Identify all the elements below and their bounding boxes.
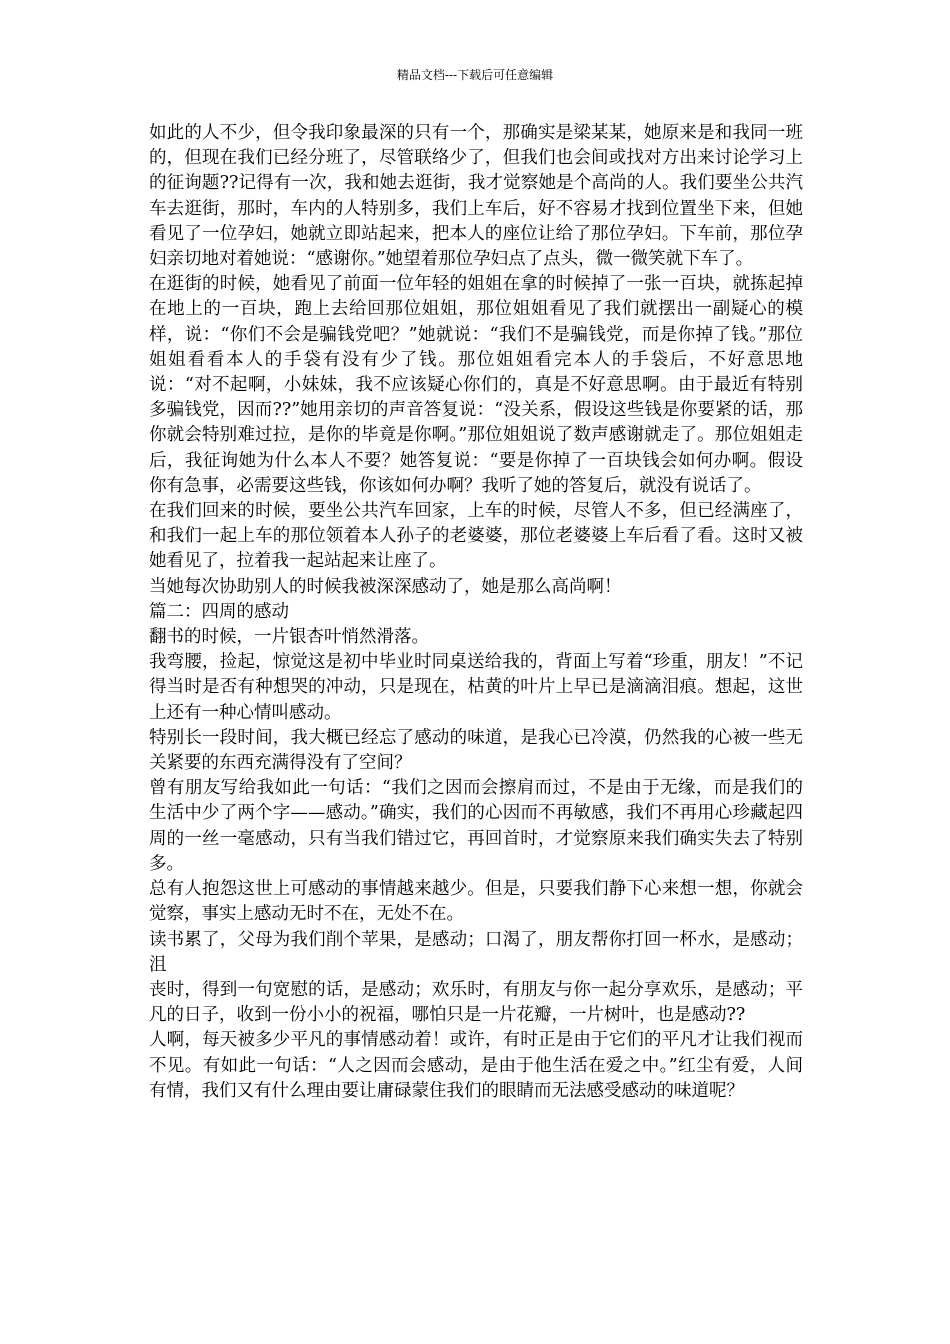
section-heading: 篇二：四周的感动 [149,601,289,622]
paragraph: 人啊，每天被多少平凡的事情感动着！或许，有时正是由于它们的平凡才让我们视而不见。有如此一句话：“人之因而会感动，是由于他生活在爱之中。”红尘有爱，人间有情，我们又有什么理由要让庸碌蒙住我们的眼睛而无法感受感动的味道呢？ [149,1030,803,1101]
document-body [149,121,803,1104]
page-header: 精品文档---下载后可任意编辑 [396,68,554,82]
paragraph: 如此的人不少，但令我印象最深的只有一个，那确实是梁某某，她原来是和我同一班的，但现在我们已经分班了，尽管联络少了，但我们也会间或找对方出来讨论学习上的征询题??记得有一次，我和她去逛街，我才觉察她是个高尚的人。我们要坐公共汽车去逛街，那时，车内的人特别多，我们上车后，好不容易才找到位置坐下来，但她看见了一位孕妇，她就立即站起来，把本人的座位让给了那位孕妇。下车前，那位孕妇亲切地对着她说：“感谢你。”她望着那位孕妇点了点头，微一微笑就下车了。 [149,123,803,270]
paragraph: 在我们回来的时候，要坐公共汽车回家，上车的时候，尽管人不多，但已经满座了，和我们一起上车的那位领着本人孙子的老婆婆，那位老婆婆上车后看了看。这时又被她看见了，拉着我一起站起来让座了。 [149,501,803,572]
paragraph: 丧时，得到一句宽慰的话，是感动；欢乐时，有朋友与你一起分享欢乐，是感动；平凡的日子，收到一份小小的祝福，哪怕只是一片花瓣，一片树叶，也是感动?? [149,979,803,1026]
paragraph: 曾有朋友写给我如此一句话：“我们之因而会擦肩而过，不是由于无缘，而是我们的生活中少了两个字——感动。”确实，我们的心因而不再敏感，我们不再用心珍藏起四周的一丝一毫感动，只有当我们错过它，再回首时，才觉察原来我们确实失去了特别多。 [149,778,803,874]
paragraph: 翻书的时候，一片银杏叶悄然滑落。 [149,627,429,648]
paragraph: 读书累了，父母为我们削个苹果，是感动；口渴了，朋友帮你打回一杯水，是感动；沮 [149,929,803,975]
paragraph: 在逛街的时候，她看见了前面一位年轻的姐姐在拿的时候掉了一张一百块，就拣起掉在地上的一百块，跑上去给回那位姐姐，那位姐姐看见了我们就摆出一副疑心的模样，说：“你们不会是骗钱党吧？”她就说：“我们不是骗钱党，而是你掉了钱。”那位姐姐看看本人的手袋有没有少了钱。那位姐姐看完本人的手袋后，不好意思地说：“对不起啊，小妹妹，我不应该疑心你们的，真是不好意思啊。由于最近有特别多骗钱党，因而??”她用亲切的声音答复说：“没关系，假设这些钱是你要紧的话，那你就会特别难过拉，是你的毕竟是你啊。”那位姐姐说了数声感谢就走了。那位姐姐走后，我征询她为什么本人不要？她答复说：“要是你掉了一百块钱会如何办啊。假设你有急事，必需要这些钱，你该如何办啊？我听了她的答复后，就没有说话了。 [149,274,803,496]
paragraph: 特别长一段时间，我大概已经忘了感动的味道，是我心已冷漠，仍然我的心被一些无关紧要的东西充满得没有了空间？ [149,727,803,774]
paragraph: 总有人抱怨这世上可感动的事情越来越少。但是，只要我们静下心来想一想，你就会觉察，事实上感动无时不在，无处不在。 [149,879,803,925]
paragraph: 当她每次协助别人的时候我被深深感动了，她是那么高尚啊！ [149,576,622,597]
paragraph: 我弯腰，捡起，惊觉这是初中毕业时同桌送给我的，背面上写着“珍重，朋友！”不记得当时是否有种想哭的冲动，只是现在，枯黄的叶片上早已是滴滴泪痕。想起，这世上还有一种心情叫感动。 [149,652,803,723]
